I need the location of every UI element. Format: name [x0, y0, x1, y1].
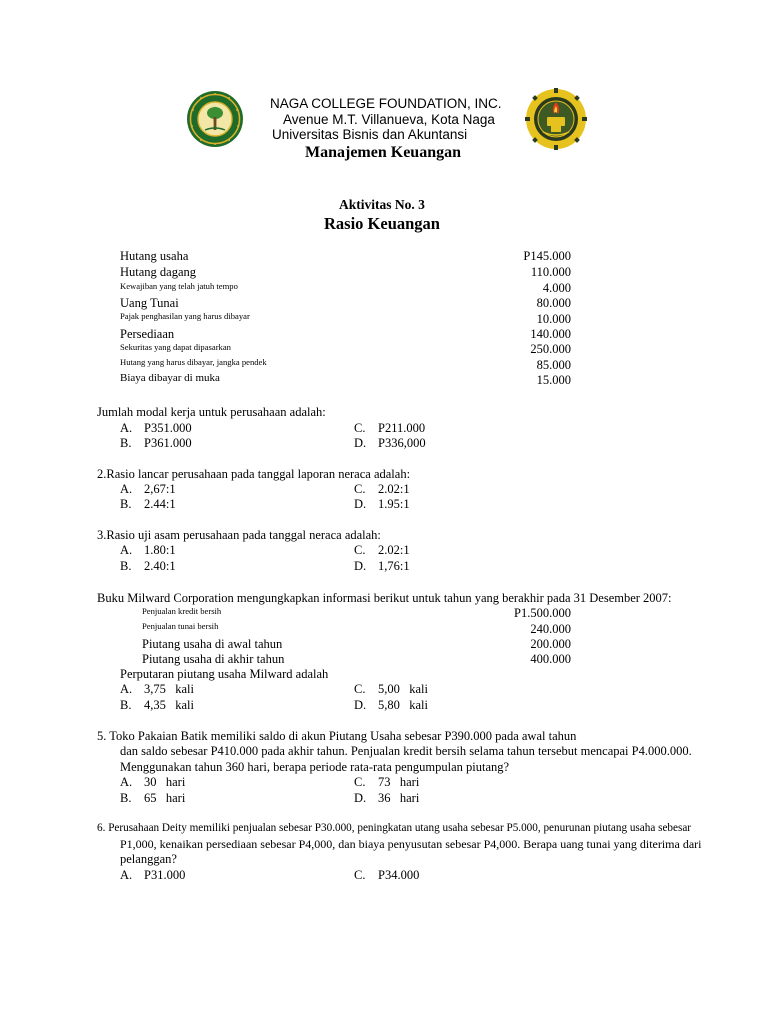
data-item-label: Piutang usaha di awal tahun — [142, 637, 283, 651]
answer-option: B. 2.44:1 — [120, 497, 176, 511]
answer-option: D. 5,80 kali — [354, 698, 428, 712]
activity-number: Aktivitas No. 3 — [339, 197, 425, 212]
data-item-amount: 200.000 — [530, 637, 571, 651]
answer-option: C. P211.000 — [354, 421, 426, 435]
account-label: Biaya dibayar di muka — [120, 372, 220, 384]
data-item-amount: P1.500.000 — [514, 606, 571, 620]
answer-option: A. P31.000 — [120, 868, 186, 882]
answer-option: A. 1.80:1 — [120, 543, 176, 557]
left-seal-logo — [186, 90, 244, 148]
question-stem-line: Menggunakan tahun 360 hari, berapa periode rata-rata pengumpulan piutang? — [120, 760, 510, 774]
question-stem: 3.Rasio uji asam perusahaan pada tanggal neraca adalah: — [97, 528, 381, 542]
account-amount: 10.000 — [536, 312, 571, 326]
data-item-label: Penjualan tunai bersih — [142, 621, 219, 631]
account-label: Hutang dagang — [120, 265, 197, 279]
data-item-amount: 240.000 — [530, 622, 571, 636]
account-amount: 140.000 — [530, 327, 571, 341]
answer-option: C. P34.000 — [354, 868, 420, 882]
data-item-label: Piutang usaha di akhir tahun — [142, 652, 285, 666]
question-stem: Perputaran piutang usaha Milward adalah — [120, 667, 329, 681]
question-stem-line: 5. Toko Pakaian Batik memiliki saldo di akun Piutang Usaha sebesar P390.000 pada awal tahun — [97, 729, 577, 743]
account-label: Persediaan — [120, 327, 175, 341]
answer-option: D. 1.95:1 — [354, 497, 410, 511]
cba-seal-icon — [525, 88, 587, 150]
answer-option: B. 2.40:1 — [120, 559, 176, 573]
account-amount: 4.000 — [542, 281, 571, 295]
account-amount: P145.000 — [523, 249, 571, 263]
question-stem-line: 6. Perusahaan Deity memiliki penjualan sebesar P30.000, peningkatan utang usaha sebesar P5.000, penurunan piutang usaha sebesar — [97, 822, 692, 834]
question-intro: Buku Milward Corporation mengungkapkan informasi berikut untuk tahun yang berakhir pada 31 Desember 2007: — [97, 591, 672, 605]
naga-college-seal-icon — [186, 90, 244, 148]
answer-option: B. P361.000 — [120, 436, 192, 450]
answer-option: C. 2.02:1 — [354, 543, 410, 557]
account-label: Sekuritas yang dapat dipasarkan — [120, 342, 231, 352]
answer-option: D. 1,76:1 — [354, 559, 410, 573]
answer-option: C. 5,00 kali — [354, 682, 428, 696]
answer-option: D. 36 hari — [354, 791, 420, 805]
account-label: Pajak penghasilan yang harus dibayar — [120, 311, 250, 321]
account-amount: 80.000 — [536, 296, 571, 310]
right-seal-logo — [525, 88, 587, 150]
account-amount: 85.000 — [536, 358, 571, 372]
institution-address: Avenue M.T. Villanueva, Kota Naga — [283, 112, 495, 127]
question-stem-line: dan saldo sebesar P410.000 pada akhir tahun. Penjualan kredit bersih selama tahun tersebut mencapai P4.000.000. — [120, 744, 692, 758]
account-amount: 15.000 — [536, 373, 571, 387]
question-stem-line: pelanggan? — [120, 852, 177, 866]
account-label: Hutang yang harus dibayar, jangka pendek — [120, 357, 267, 367]
question-stem: Jumlah modal kerja untuk perusahaan adalah: — [97, 405, 326, 419]
answer-option: C. 2.02:1 — [354, 482, 410, 496]
answer-option: A. 3,75 kali — [120, 682, 194, 696]
school-name: Universitas Bisnis dan Akuntansi — [272, 127, 468, 142]
subject-title: Manajemen Keuangan — [305, 144, 461, 161]
answer-option: A. 2,67:1 — [120, 482, 176, 496]
answer-option: C. 73 hari — [354, 775, 420, 789]
question-stem-line: P1,000, kenaikan persediaan sebesar P4,000, dan biaya penyusutan sebesar P4,000. Berapa uang tunai yang diterima dari — [120, 837, 702, 851]
answer-option: B. 4,35 kali — [120, 698, 194, 712]
answer-option: B. 65 hari — [120, 791, 186, 805]
institution-name: NAGA COLLEGE FOUNDATION, INC. — [270, 96, 502, 111]
account-label: Kewajiban yang telah jatuh tempo — [120, 281, 238, 291]
data-item-label: Penjualan kredit bersih — [142, 606, 222, 616]
account-amount: 110.000 — [530, 265, 571, 279]
activity-title: Rasio Keuangan — [324, 214, 440, 233]
answer-option: A. 30 hari — [120, 775, 186, 789]
account-label: Hutang usaha — [120, 249, 189, 263]
answer-option: A. P351.000 — [120, 421, 192, 435]
question-stem: 2.Rasio lancar perusahaan pada tanggal laporan neraca adalah: — [97, 467, 411, 481]
answer-option: D. P336,000 — [354, 436, 426, 450]
account-label: Uang Tunai — [120, 296, 179, 310]
account-amount: 250.000 — [530, 342, 571, 356]
data-item-amount: 400.000 — [530, 652, 571, 666]
